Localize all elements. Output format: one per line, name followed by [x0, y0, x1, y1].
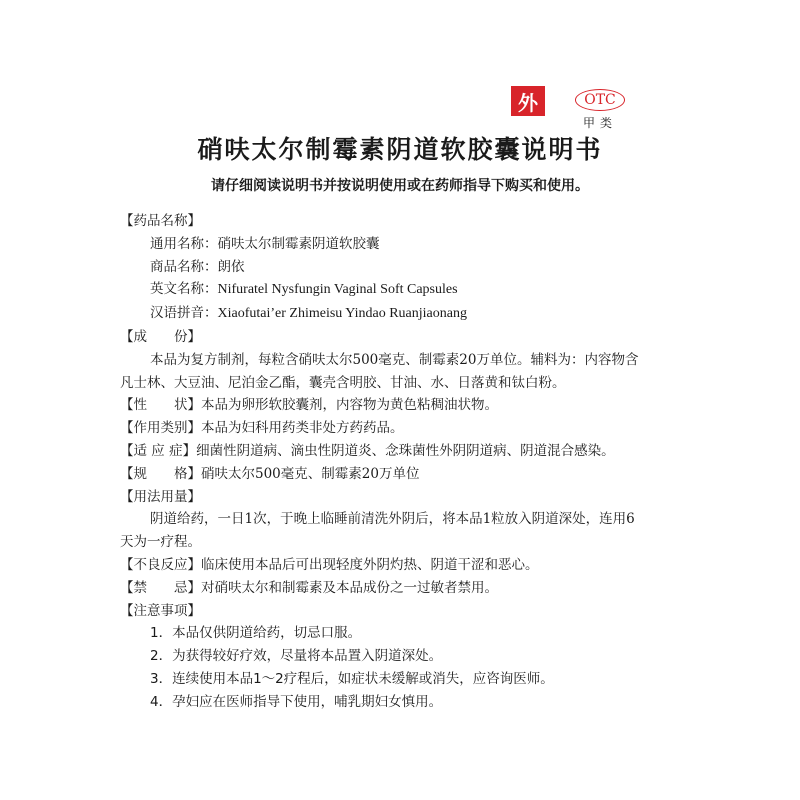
precaution-item: 2．为获得较好疗效，尽量将本品置入阴道深处。 — [150, 648, 443, 665]
pinyin-name — [120, 302, 640, 326]
english-name — [120, 278, 640, 302]
otc-logo: OTC — [575, 89, 625, 111]
composition-text: 本品为复方制剂，每粒含硝呋太尔500毫克、制霉素20万单位。辅料为：内容物含凡士林、大豆油、尼泊金乙酯，囊壳含明胶、甘油、水、日落黄和钛白粉。 — [120, 351, 639, 391]
adverse-row — [120, 554, 640, 577]
section-heading-contraindications: 【禁 忌】 — [120, 579, 201, 596]
contraindications-row — [120, 577, 640, 600]
section-heading-category: 【作用类别】 — [120, 420, 201, 437]
external-use-badge: 外 — [511, 86, 545, 116]
appearance-text: 本品为卵形软胶囊剂，内容物为黄色粘稠油状物。 — [201, 397, 498, 414]
precaution-item: 4．孕妇应在医师指导下使用，哺乳期妇女慎用。 — [150, 693, 443, 710]
section-heading-indications: 【适 应 症】 — [120, 442, 197, 459]
precaution-item: 1．本品仅供阴道给药，切忌口服。 — [150, 625, 362, 642]
indications-text: 细菌性阴道病、滴虫性阴道炎、念珠菌性外阴阴道病、阴道混合感染。 — [196, 442, 615, 459]
contraindications-text: 对硝呋太尔和制霉素及本品成份之一过敏者禁用。 — [201, 579, 498, 596]
leaflet-content — [120, 210, 640, 714]
spec-row — [120, 463, 640, 486]
section-heading-name: 【药品名称】 — [120, 213, 201, 229]
otc-class-label: 甲类 — [583, 116, 618, 130]
dosage-text: 阴道给药，一日1次，于晚上临睡前清洗外阴后，将本品1粒放入阴道深处，连用6天为一疗程。 — [120, 511, 635, 551]
section-heading-composition: 【成 份】 — [120, 328, 201, 345]
section-heading-appearance: 【性 状】 — [120, 397, 201, 414]
english-name-label: 英文名称： — [150, 281, 218, 298]
indications-row — [120, 440, 640, 463]
precaution-item: 3．连续使用本品1～2疗程后，如症状未缓解或消失，应咨询医师。 — [150, 670, 554, 687]
pinyin-name-value: Xiaofutai’er Zhimeisu Yindao Ruanjiaonang — [217, 306, 467, 322]
pinyin-name-label: 汉语拼音： — [150, 305, 218, 322]
generic-name: 通用名称：硝呋太尔制霉素阴道软胶囊 — [150, 235, 380, 252]
adverse-text: 临床使用本品后可出现轻度外阴灼热、阴道干涩和恶心。 — [201, 556, 539, 573]
appearance-row — [120, 394, 640, 417]
section-heading-adverse: 【不良反应】 — [120, 556, 201, 573]
english-name-value: Nifuratel Nysfungin Vaginal Soft Capsules — [217, 282, 458, 298]
section-heading-precautions: 【注意事项】 — [120, 602, 201, 619]
document-subtitle: 请仔细阅读说明书并按说明使用或在药师指导下购买和使用。 — [211, 178, 589, 194]
category-row — [120, 417, 640, 440]
trade-name: 商品名称：朗依 — [150, 258, 245, 275]
spec-text: 硝呋太尔500毫克、制霉素20万单位 — [201, 465, 420, 482]
section-heading-dosage: 【用法用量】 — [120, 488, 201, 505]
category-text: 本品为妇科用药类非处方药药品。 — [201, 420, 404, 437]
document-title: 硝呋太尔制霉素阴道软胶囊说明书 — [197, 135, 603, 164]
section-heading-spec: 【规 格】 — [120, 465, 201, 482]
